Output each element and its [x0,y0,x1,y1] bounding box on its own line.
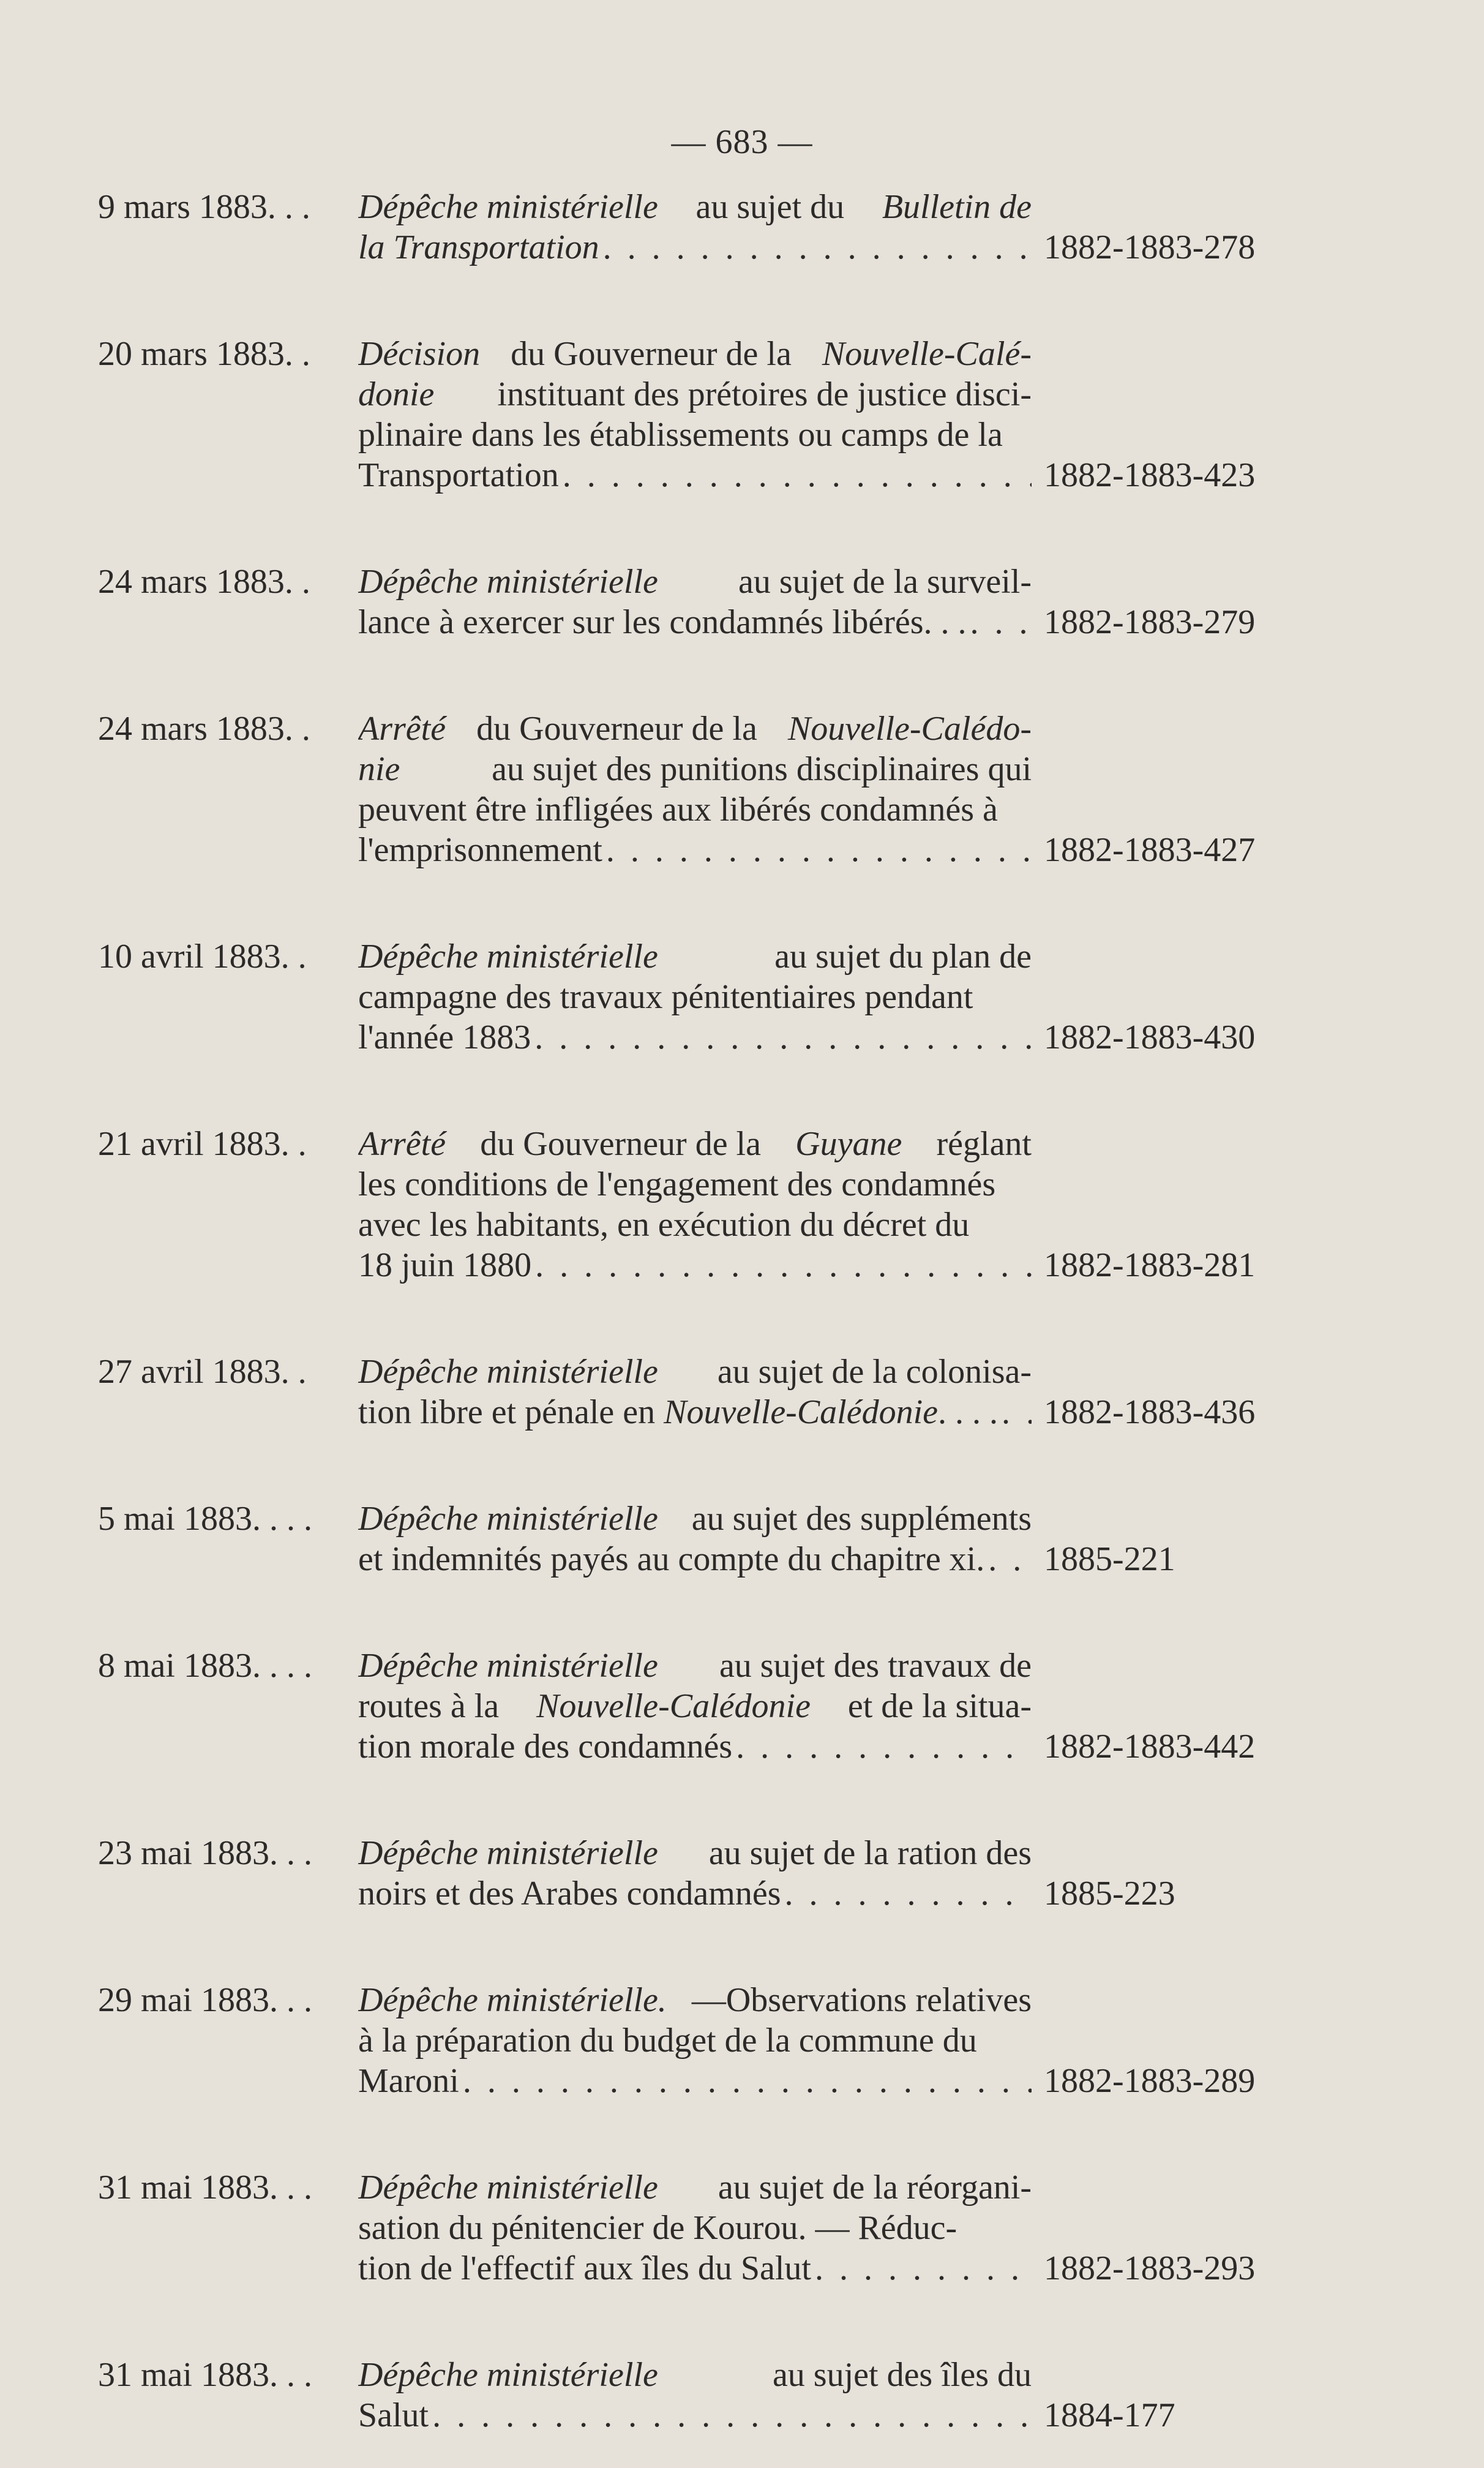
description-line [358,789,1032,830]
description-line [358,187,1032,227]
entry-description [358,1646,1032,1767]
description-line [358,1686,1032,1726]
text-segment: au sujet des îles du [763,2356,1032,2394]
dot-leader [531,1017,1032,1058]
entry-reference: 1882-1883-436 [1044,1393,1256,1431]
text-segment: peuvent être infligées aux libérés condamnés à [358,791,998,829]
italic-text: Dépêche ministérielle. [358,1981,667,2019]
italic-text: Dépêche ministérielle [358,2356,658,2394]
italic-text: Guyane [795,1125,902,1163]
index-entry [0,187,1484,268]
text-segment: au sujet de la colonisa- [708,1353,1032,1391]
entry-reference: 1882-1883-427 [1044,831,1256,869]
dot-leader [531,1245,1032,1285]
italic-text: Dépêche ministérielle [358,1353,658,1391]
entry-reference: 1882-1883-281 [1044,1246,1256,1284]
entry-reference: 1885-221 [1044,1540,1175,1578]
entry-reference: 1882-1883-278 [1044,228,1256,266]
text-segment: du Gouverneur de la [471,1125,770,1163]
dot-leader [732,1726,1032,1767]
index-entry [0,1980,1484,2101]
text-segment: instituant des prétoires de justice disci- [489,375,1032,413]
entry-date: 9 mars 1883. . . [98,188,310,226]
text-segment: au sujet de la réorgani- [709,2169,1032,2207]
text-segment: tion de l'effectif aux îles du Salut [358,2249,811,2287]
dot-leader [984,1539,1032,1579]
entry-reference: 1882-1883-293 [1044,2249,1256,2287]
text-segment: au sujet du plan de [766,938,1032,976]
entry-date: 27 avril 1883. . [98,1353,307,1391]
italic-text: Nouvelle-Calédonie [536,1687,811,1725]
entry-description [358,2355,1032,2436]
entry-date: 8 mai 1883. . . . [98,1647,312,1685]
text-segment: tion morale des condamnés [358,1728,733,1766]
text-segment: du Gouverneur de la [468,710,766,748]
description-line [358,936,1032,977]
entry-reference: 1882-1883-423 [1044,456,1256,494]
entry-description [358,1980,1032,2101]
page-number: — 683 — [671,123,813,161]
description-line [358,227,1032,268]
description-line [358,1873,1032,1914]
text-segment: au sujet des suppléments [683,1500,1032,1538]
entry-reference: 1882-1883-279 [1044,603,1256,641]
description-line [358,602,1032,642]
entry-description [358,1352,1032,1432]
index-entry [0,1352,1484,1432]
description-line [358,1726,1032,1767]
entry-reference: 1882-1883-430 [1044,1018,1256,1056]
text-segment: au sujet du [687,188,853,226]
text-segment: à la préparation du budget de la commune du [358,2022,977,2060]
description-line [358,1499,1032,1539]
text-segment: avec les habitants, en exécution du décret du [358,1206,970,1244]
text-segment: et de la situa- [839,1687,1032,1725]
entry-description [358,2167,1032,2289]
description-line [358,977,1032,1017]
description-line [358,2355,1032,2395]
dot-leader [599,227,1032,268]
index-entry [0,562,1484,642]
text-segment: au sujet de la surveil- [730,563,1032,601]
index-entry [0,936,1484,1058]
description-line [358,562,1032,602]
description-line [358,2167,1032,2208]
description-line [358,1539,1032,1579]
text-segment: —Observations relatives [691,1981,1032,2019]
entry-date: 5 mai 1883. . . . [98,1500,312,1538]
text-segment: l'emprisonnement [358,831,602,869]
italic-text: Dépêche ministérielle [358,2169,658,2207]
description-line [358,1980,1032,2020]
entry-description [358,1499,1032,1579]
entry-date: 31 mai 1883. . . [98,2169,312,2207]
entry-reference: 1885-223 [1044,1875,1175,1913]
description-line [358,455,1032,495]
entry-reference: 1882-1883-442 [1044,1728,1256,1766]
text-segment: Maroni [358,2062,459,2100]
italic-text: Dépêche ministérielle [358,188,658,226]
text-segment: du Gouverneur de la [502,335,800,373]
description-line [358,1352,1032,1392]
text-segment: Salut [358,2396,429,2434]
index-entry [0,1124,1484,1285]
italic-text: Dépêche ministérielle [358,1500,658,1538]
description-line [358,2208,1032,2248]
text-segment: les conditions de l'engagement des condamnés [358,1165,996,1203]
entry-date: 10 avril 1883. . [98,938,307,976]
description-line [358,2395,1032,2436]
entry-date: 24 mars 1883. . [98,710,310,748]
dot-leader [602,830,1032,870]
italic-text: Arrêté [358,1125,446,1163]
description-line [358,830,1032,870]
text-segment: Transportation [358,456,559,494]
dot-leader [998,1392,1032,1432]
italic-text: Dépêche ministérielle [358,563,658,601]
entry-description [358,562,1032,642]
italic-text: donie [358,375,435,413]
description-line [358,2020,1032,2061]
description-line [358,1205,1032,1245]
dot-leader [559,455,1032,495]
text-segment: réglant [928,1125,1032,1163]
italic-text: Dépêche ministérielle [358,1834,658,1872]
index-entry [0,1646,1484,1767]
text-segment: lance à exercer sur les condamnés libérés. . . [358,603,967,641]
entry-description [358,334,1032,495]
entry-date: 20 mars 1883. . [98,335,310,373]
description-line [358,1646,1032,1686]
dot-leader [781,1873,1032,1914]
index-entry [0,2355,1484,2436]
text-segment: campagne des travaux pénitentiaires pendant [358,978,973,1016]
text-segment: sation du pénitencier de Kourou. — Réduc- [358,2209,957,2247]
text-segment: tion libre et pénale en [358,1393,664,1431]
entry-description [358,709,1032,870]
text-segment: 18 juin 1880 [358,1246,532,1284]
italic-text: Bulletin de [882,188,1032,226]
entry-date: 23 mai 1883. . . [98,1834,312,1872]
description-line [358,415,1032,455]
text-segment: au sujet des travaux de [710,1647,1032,1685]
entry-date: 31 mai 1883. . . [98,2356,312,2394]
italic-text: nie [358,750,400,788]
entry-date: 21 avril 1883. . [98,1125,307,1163]
description-line [358,2061,1032,2101]
description-line [358,1392,1032,1432]
entry-date: 24 mars 1883. . [98,563,310,601]
index-entry [0,2167,1484,2289]
text-segment: l'année 1883 [358,1018,531,1056]
entry-description [358,1124,1032,1285]
entry-reference: 1882-1883-289 [1044,2062,1256,2100]
entry-description [358,1833,1032,1914]
description-line [358,334,1032,374]
text-segment: routes à la [358,1687,508,1725]
entry-reference: 1884-177 [1044,2396,1175,2434]
description-line [358,1833,1032,1873]
text-segment: au sujet des punitions disciplinaires qui [483,750,1032,788]
dot-leader [811,2248,1032,2289]
italic-text: Nouvelle-Calé- [822,335,1032,373]
entry-description [358,936,1032,1058]
description-line [358,2248,1032,2289]
text-segment: et indemnités payés au compte du chapitre xi. [358,1540,985,1578]
dot-leader [429,2395,1032,2436]
text-segment: au sujet de la ration des [700,1834,1032,1872]
index-entry [0,709,1484,870]
italic-text: Nouvelle-Calédonie [664,1393,939,1431]
italic-text: Décision [358,335,481,373]
description-line [358,749,1032,789]
index-entry [0,1833,1484,1914]
dot-leader [459,2061,1032,2101]
index-entry [0,1499,1484,1579]
text-segment: plinaire dans les établissements ou camps de la [358,416,1003,454]
text-segment: . . . . [938,1393,999,1431]
index-entry [0,334,1484,495]
description-line [358,1124,1032,1164]
entry-date: 29 mai 1883. . . [98,1981,312,2019]
description-line [358,709,1032,749]
description-line [358,374,1032,415]
description-line [358,1245,1032,1285]
entry-description [358,187,1032,268]
description-line [358,1017,1032,1058]
dot-leader [967,602,1032,642]
italic-text: Arrêté [358,710,446,748]
italic-text: Dépêche ministérielle [358,1647,658,1685]
description-line [358,1164,1032,1205]
italic-text: Dépêche ministérielle [358,938,658,976]
italic-text: Nouvelle-Calédo- [787,710,1032,748]
text-segment: noirs et des Arabes condamnés [358,1875,781,1913]
italic-text: la Transportation [358,228,599,266]
